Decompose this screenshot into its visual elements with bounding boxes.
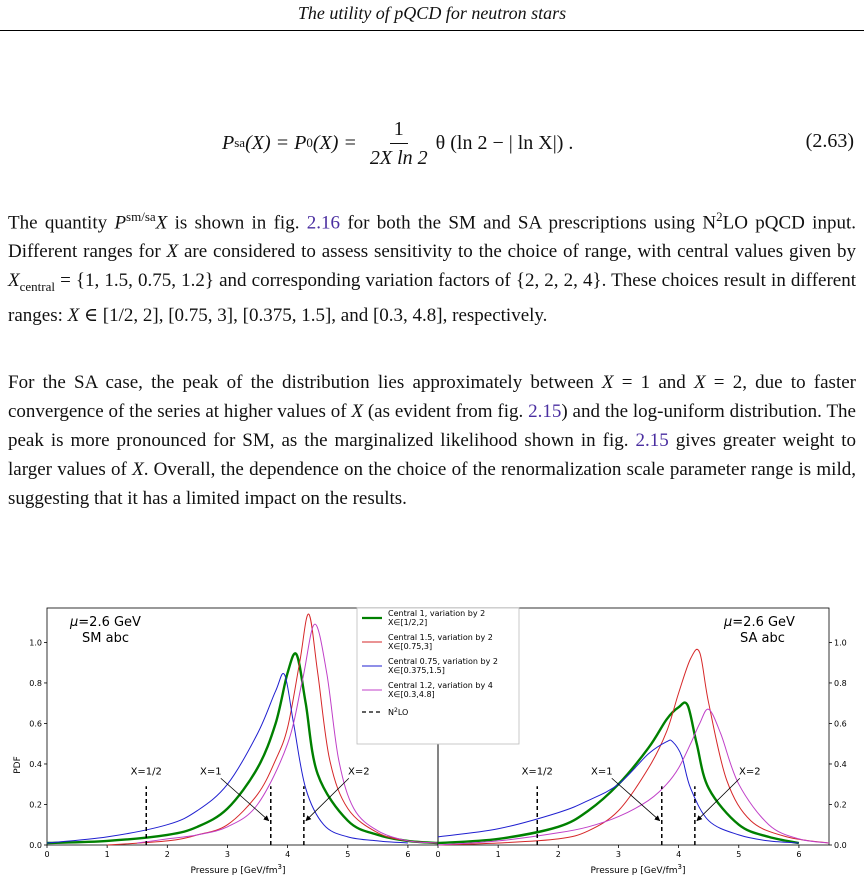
p2-t6: gives greater weight to larger values of (8, 430, 856, 480)
eq-rhs: θ (ln 2 − | ln X|) . (435, 131, 574, 154)
left-xtick-label: 2 (164, 850, 170, 859)
right-xtick-label: 5 (736, 850, 742, 859)
p1-xc-sub: central (19, 279, 55, 295)
paragraph-2 (8, 368, 856, 513)
p2-t1: For the SA case, the peak of the distribution lies approximately between (8, 372, 602, 393)
p1-xc: X (8, 270, 20, 292)
p1-t3: for both the SM and SA prescriptions using N (340, 212, 717, 234)
right-ytick-label: 0.0 (834, 841, 847, 850)
p1-t1: The quantity (8, 212, 115, 234)
left-xtick-label: 6 (405, 850, 411, 859)
p1-x2: X (166, 241, 179, 263)
left-ytick-label: 1.0 (29, 638, 42, 648)
p1-p-sup: sm/sa (126, 209, 156, 224)
legend-s2-line2: X∈[0.75,3] (388, 642, 433, 651)
p2-x1: X (601, 372, 614, 393)
fig-ref-2-16[interactable]: 2.16 (306, 212, 341, 234)
p2-x4: X (132, 459, 144, 480)
eq-lhs: P (222, 131, 235, 154)
left-xtick-label: 5 (345, 850, 351, 859)
p1-p: P (114, 212, 127, 234)
right-xtick-label: 0 (435, 850, 441, 859)
right-ytick-label: 0.4 (834, 759, 847, 769)
right-panel-label: SA abc (740, 631, 785, 646)
running-head: The utility of pQCD for neutron stars (0, 0, 864, 31)
fig-ref-2-15-a[interactable]: 2.15 (528, 401, 562, 422)
eq-arg: (X) = (245, 131, 295, 154)
p1-t2: is shown in fig. (167, 212, 307, 234)
x-label-right-pre: Pressure p [GeV/fm (590, 866, 678, 876)
legend-nlo-pre: N (388, 708, 394, 717)
legend-s2-line1: Central 1.5, variation by 2 (388, 633, 493, 642)
p2-x3: X (351, 401, 363, 422)
left-xtick-label: 4 (285, 850, 291, 859)
figure-2-16 (0, 590, 864, 880)
eq-frac-den: 2X ln 2 (369, 146, 428, 169)
left-xtick-label: 0 (44, 850, 50, 859)
x-label-right-post: ] (681, 866, 686, 876)
paragraph-1 (8, 202, 856, 330)
right-xtick-label: 6 (796, 850, 802, 859)
legend-nlo-label (388, 707, 408, 717)
right-mu-value: =2.6 GeV (732, 615, 795, 630)
right-annotation-3: X=2 (739, 766, 761, 778)
p1-t6: = {1, 1.5, 0.75, 1.2} and corresponding variation factors of {2, 2, 2, 4}. These choices result in different ranges: (8, 270, 856, 327)
equation-2-63 (0, 108, 864, 178)
legend-s4-line2: X∈[0.3,4.8] (388, 690, 435, 699)
p1-n-sup: 2 (716, 209, 723, 224)
left-annotation-2: X=1 (199, 766, 222, 778)
fig-ref-2-15-b[interactable]: 2.15 (635, 430, 669, 451)
p2-t2: = 1 and (613, 372, 694, 393)
right-mu-label (723, 615, 795, 630)
legend-nlo-sup: 2 (393, 707, 398, 714)
right-xtick-label: 4 (676, 850, 682, 859)
p1-t7: ∈ [1/2, 2], [0.75, 3], [0.375, 1.5], and [0.3, 4.8], respectively. (79, 305, 548, 327)
legend (357, 608, 519, 744)
legend-s1-line2: X∈[1/2,2] (388, 618, 428, 627)
legend-s4-line1: Central 1.2, variation by 4 (388, 681, 493, 690)
x-axis-label-left (191, 863, 286, 876)
left-panel-label: SM abc (82, 631, 129, 646)
right-xtick-label: 1 (495, 850, 501, 859)
p2-x2: X (693, 372, 706, 393)
p2-t5: ) and the log-uniform distribution. The peak is more pronounced for SM, as the marginalized likelihood shown in fig. (8, 401, 856, 451)
left-xtick-label: 3 (224, 850, 231, 859)
x-label-left-pre: Pressure p [GeV/fm (190, 866, 278, 876)
x-label-right-sup: 3 (677, 863, 682, 871)
p1-t5: are considered to assess sensitivity to the choice of range, with central values given by (178, 241, 856, 263)
eq-frac-num: 1 (390, 117, 408, 144)
left-annotation-3: X=2 (348, 766, 370, 778)
legend-s3-line1: Central 0.75, variation by 2 (388, 657, 498, 666)
left-series-3-line (47, 673, 408, 843)
x-axis-label-right (591, 863, 686, 876)
left-mu-label (69, 615, 141, 630)
left-ytick-label: 0.6 (29, 719, 42, 729)
p1-x3: X (67, 305, 80, 327)
right-ytick-label: 0.8 (834, 678, 847, 688)
left-annotation-arrow-2 (221, 778, 269, 820)
left-annotation-1: X=1/2 (130, 766, 162, 778)
left-xtick-label: 1 (104, 850, 110, 859)
figure-svg (0, 590, 864, 880)
right-ytick-label: 1.0 (834, 638, 847, 648)
p2-t3: = 2, due to faster convergence of the series at higher values of (8, 372, 856, 422)
right-annotation-arrow-2 (612, 778, 660, 820)
right-mu-symbol: μ (724, 615, 733, 630)
right-annotation-1: X=1/2 (521, 766, 553, 778)
right-xtick-label: 3 (615, 850, 622, 859)
left-mu-symbol: μ (70, 615, 79, 630)
eq-arg2: (X) = (312, 131, 362, 154)
legend-nlo-post: LO (397, 708, 409, 717)
right-annotation-2: X=1 (590, 766, 613, 778)
left-mu-value: =2.6 GeV (78, 615, 141, 630)
right-annotation-arrow-3 (697, 778, 740, 820)
x-label-left-post: ] (281, 866, 286, 876)
left-ytick-label: 0.8 (29, 678, 42, 688)
x-label-left-sup: 3 (277, 863, 282, 871)
right-ytick-label: 0.6 (834, 719, 847, 729)
p2-t4: (as evident from fig. (363, 401, 529, 422)
p1-x: X (155, 212, 168, 234)
p2-t7: . Overall, the dependence on the choice of the renormalization scale parameter range is mild, suggesting that it has a limited impact on the results. (8, 459, 856, 509)
right-ytick-label: 0.2 (834, 800, 847, 810)
equation-number: (2.63) (805, 130, 854, 152)
eq-p0-sub: 0 (306, 135, 313, 150)
y-axis-label: PDF (13, 756, 23, 774)
legend-s3-line2: X∈[0.375,1.5] (388, 666, 445, 675)
legend-box (357, 608, 519, 744)
legend-s1-line1: Central 1, variation by 2 (388, 609, 486, 618)
p1-t4: LO pQCD input. Different ranges for (8, 212, 856, 263)
left-ytick-label: 0.0 (29, 841, 42, 850)
right-xtick-label: 2 (555, 850, 561, 859)
left-ytick-label: 0.4 (29, 759, 42, 769)
eq-fraction (366, 117, 432, 170)
eq-p0: P (294, 131, 307, 154)
left-ytick-label: 0.2 (29, 800, 42, 810)
eq-lhs-sub: sa (234, 135, 246, 150)
